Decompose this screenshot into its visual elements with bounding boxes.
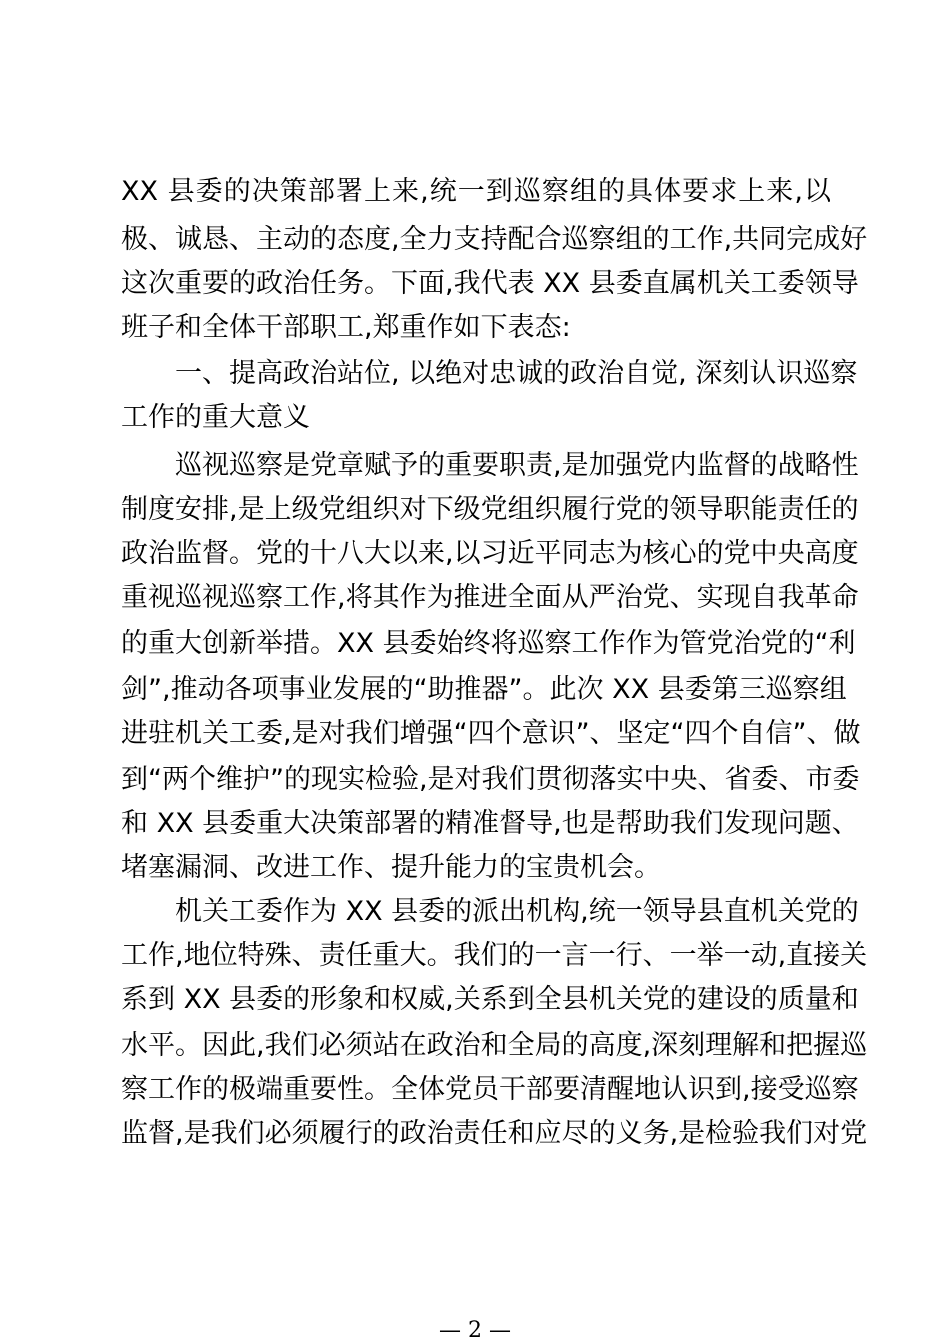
text-line: 工作,地位特殊、责任重大。我们的一言一行、一举一动,直接关 — [121, 940, 868, 971]
text-line: 这次重要的政治任务。下面,我代表 XX 县委直属机关工委领导 — [121, 268, 859, 299]
text-line: 班子和全体干部职工,郑重作如下表态: — [121, 312, 571, 343]
text-line: 察工作的极端重要性。全体党员干部要清醒地认识到,接受巡察 — [121, 1074, 859, 1105]
text-line: 工作的重大意义 — [121, 402, 310, 433]
text-line: 制度安排,是上级党组织对下级党组织履行党的领导职能责任的 — [121, 494, 859, 525]
text-line: 重视巡视巡察工作,将其作为推进全面从严治党、实现自我革命 — [121, 582, 859, 613]
text-line: 剑”,推动各项事业发展的“助推器”。此次 XX 县委第三巡察组 — [121, 674, 847, 705]
page-number: — 2 — — [439, 1318, 511, 1343]
text-line: 的重大创新举措。XX 县委始终将巡察工作作为管党治党的“利 — [121, 628, 856, 659]
text-line: 极、诚恳、主动的态度,全力支持配合巡察组的工作,共同完成好 — [121, 224, 868, 255]
text-line: 到“两个维护”的现实检验,是对我们贯彻落实中央、省委、市委 — [121, 764, 860, 795]
text-line: 巡视巡察是党章赋予的重要职责,是加强党内监督的战略性 — [175, 450, 859, 481]
text-line: 水平。因此,我们必须站在政治和全局的高度,深刻理解和把握巡 — [121, 1030, 868, 1061]
text-line: 监督,是我们必须履行的政治责任和应尽的义务,是检验我们对党 — [121, 1118, 868, 1149]
text-line: 一、提高政治站位, 以绝对忠诚的政治自觉, 深刻认识巡察 — [175, 358, 858, 389]
text-line: 进驻机关工委,是对我们增强“四个意识”、坚定“四个自信”、做 — [121, 718, 861, 749]
text-line: 系到 XX 县委的形象和权威,关系到全县机关党的建设的质量和 — [121, 984, 859, 1015]
text-line: 和 XX 县委重大决策部署的精准督导,也是帮助我们发现问题、 — [121, 808, 859, 839]
text-line: 机关工委作为 XX 县委的派出机构,统一领导县直机关党的 — [175, 896, 859, 927]
text-line: XX 县委的决策部署上来,统一到巡察组的具体要求上来,以 — [121, 176, 831, 207]
text-line: 堵塞漏洞、改进工作、提升能力的宝贵机会。 — [121, 852, 661, 883]
text-line: 政治监督。党的十八大以来,以习近平同志为核心的党中央高度 — [121, 538, 859, 569]
